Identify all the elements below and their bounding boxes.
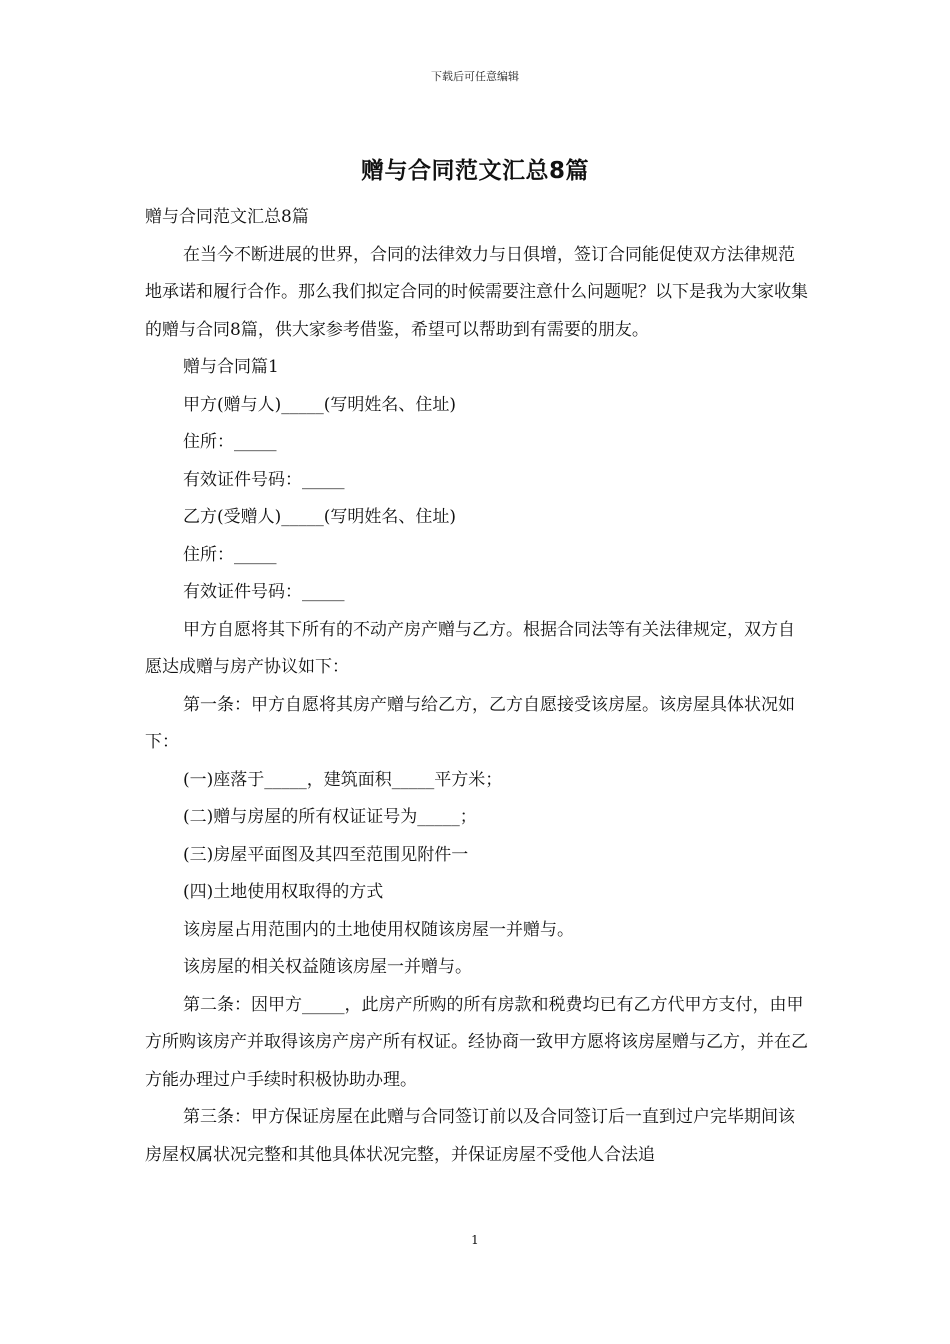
party-b-address: 住所：_____ xyxy=(183,544,277,565)
section-heading: 赠与合同篇1 xyxy=(183,357,279,377)
page-number: 1 xyxy=(471,1233,479,1247)
paragraph-intro: 在当今不断进展的世界，合同的法律效力与日俱增，签订合同能促使双方法律规范地承诺和履行合作。那么我们拟定合同的时候需要注意什么问题呢？以下是我为大家收集的赠与合同8篇，供大家参考借鉴，希望可以帮助到有需要的朋友。 xyxy=(145,244,808,340)
document-title: 赠与合同范文汇总8篇 xyxy=(360,158,589,184)
article-3: 第三条：甲方保证房屋在此赠与合同签订前以及合同签订后一直到过户完毕期间该房屋权属状况完整和其他具体状况完整，并保证房屋不受他人合法追 xyxy=(145,1107,795,1165)
party-b-id: 有效证件号码：_____ xyxy=(183,582,345,602)
rights-clause: 该房屋的相关权益随该房屋一并赠与。 xyxy=(183,957,472,977)
party-b-name: 乙方(受赠人)_____(写明姓名、住址) xyxy=(183,507,457,527)
article-1-item-1: (一)座落于_____，建筑面积_____平方米； xyxy=(183,769,503,790)
article-1-item-2: (二)赠与房屋的所有权证证号为_____； xyxy=(183,807,477,827)
party-a-name: 甲方(赠与人)_____(写明姓名、住址) xyxy=(183,394,457,415)
document-body xyxy=(145,199,810,1174)
article-1-item-3: (三)房屋平面图及其四至范围见附件一 xyxy=(183,844,469,865)
header-note: 下载后可任意编辑 xyxy=(431,70,519,83)
article-1: 第一条：甲方自愿将其房产赠与给乙方，乙方自愿接受该房屋。该房屋具体状况如下： xyxy=(145,694,795,752)
party-a-address: 住所：_____ xyxy=(183,432,277,452)
article-2: 第二条：因甲方_____，此房产所购的所有房款和税费均已有乙方代甲方支付，由甲方所购该房产并取得该房产房产所有权证。经协商一致甲方愿将该房屋赠与乙方，并在乙方能办理过户手续时积极协助办理。 xyxy=(145,994,808,1090)
party-a-id: 有效证件号码：_____ xyxy=(183,469,345,490)
subtitle: 赠与合同范文汇总8篇 xyxy=(145,207,309,227)
land-use-clause: 该房屋占用范围内的土地使用权随该房屋一并赠与。 xyxy=(183,919,574,940)
article-1-item-4: (四)土地使用权取得的方式 xyxy=(183,882,384,902)
paragraph-agreement: 甲方自愿将其下所有的不动产房产赠与乙方。根据合同法等有关法律规定，双方自愿达成赠与房产协议如下： xyxy=(145,619,795,677)
